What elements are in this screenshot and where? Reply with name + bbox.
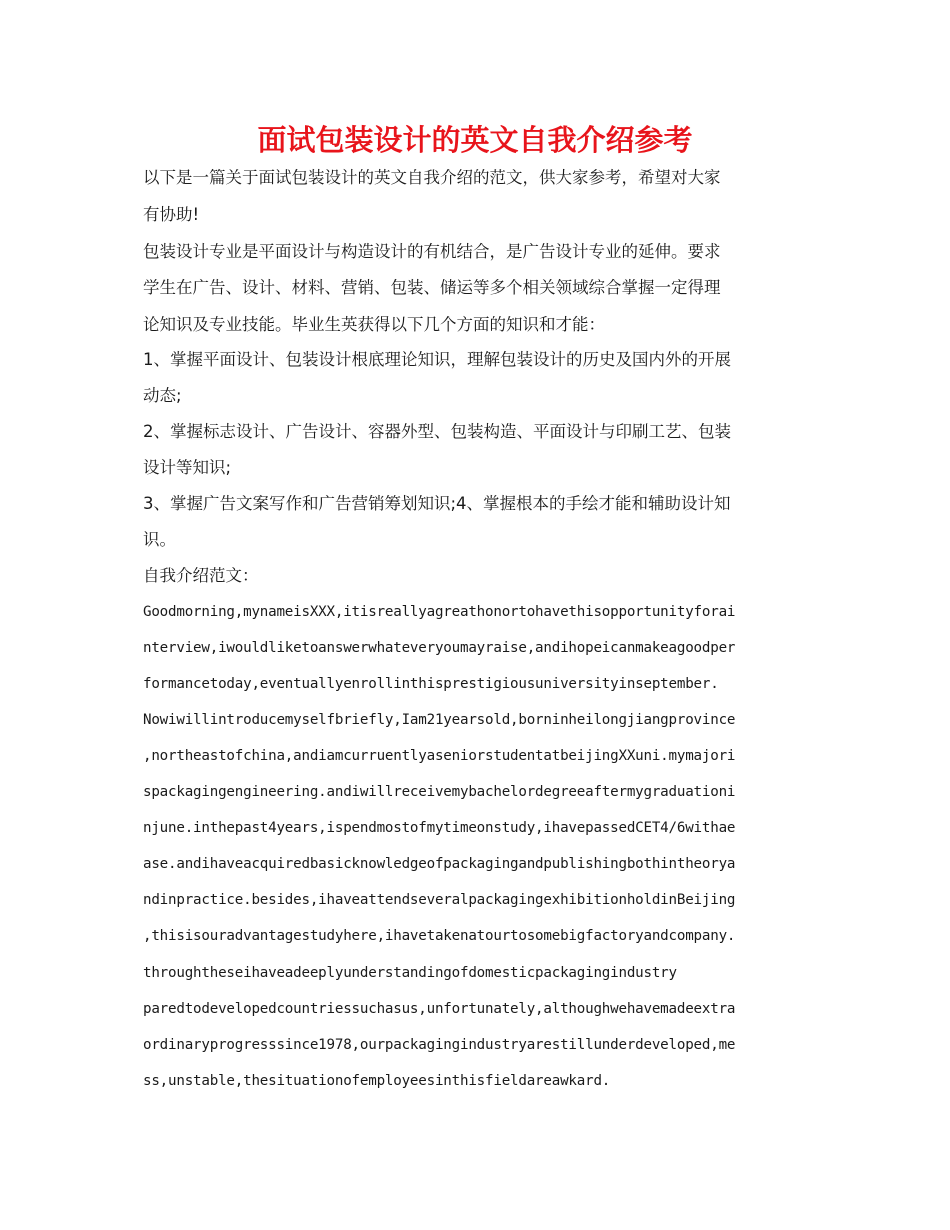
major-line: 包装设计专业是平面设计与构造设计的有机结合，是广告设计专业的延伸。要求 [143,242,721,261]
english-line: spackagingengineering.andiwillreceivemybachelordegreeaftermygraduationi [143,784,736,800]
intro-line: 有协助! [143,205,200,224]
english-line: ase.andihaveacquiredbasicknowledgeofpackagingandpublishingbothintheorya [143,856,736,872]
list-line: 3、掌握广告文案写作和广告营销筹划知识;4、掌握根本的手绘才能和辅助设计知 [143,494,731,513]
english-line: paredtodevelopedcountriessuchasus,unfortunately,althoughwehavemadeextra [143,1001,736,1017]
english-line: formancetoday,eventuallyenrollinthisprestigiousuniversityinseptember. [143,676,719,692]
english-line: throughtheseihaveadeeplyunderstandingofdomesticpackagingindustry [143,965,677,981]
english-line: ,thisisouradvantagestudyhere,ihavetakenatourtosomebigfactoryandcompany. [143,928,736,944]
list-line: 动态; [143,386,182,405]
intro-line: 以下是一篇关于面试包装设计的英文自我介绍的范文，供大家参考，希望对大家 [143,168,721,187]
english-line: ordinaryprogresssince1978,ourpackagingindustryarestillunderdeveloped,me [143,1037,736,1053]
english-line: ,northeastofchina,andiamcurruentlyaseniorstudentatbeijingXXuni.mymajori [143,748,736,764]
sample-heading: 自我介绍范文： [143,566,259,585]
document-title: 面试包装设计的英文自我介绍参考 [257,123,693,157]
english-line: njune.inthepast4years,ispendmostofmytimeonstudy,ihavepassedCET4/6withae [143,820,736,836]
list-line: 1、掌握平面设计、包装设计根底理论知识，理解包装设计的历史及国内外的开展 [143,350,731,369]
major-line: 学生在广告、设计、材料、营销、包装、储运等多个相关领域综合掌握一定得理 [143,278,721,297]
english-line: ndinpractice.besides,ihaveattendseveralpackagingexhibitionholdinBeijing [143,892,736,908]
english-line: nterview,iwouldliketoanswerwhateveryoumayraise,andihopeicanmakeagoodper [143,640,736,656]
major-line: 论知识及专业技能。毕业生英获得以下几个方面的知识和才能： [143,315,605,334]
list-line: 2、掌握标志设计、广告设计、容器外型、包装构造、平面设计与印刷工艺、包装 [143,422,731,441]
english-line: ss,unstable,thesituationofemployeesinthisfieldareawkard. [143,1073,611,1089]
list-line: 识。 [143,530,176,549]
english-line: Goodmorning,mynameisXXX,itisreallyagreathonortohavethisopportunityforai [143,604,736,620]
english-line: Nowiwillintroducemyselfbriefly,Iam21yearsold,borninheilongjiangprovince [143,712,736,728]
list-line: 设计等知识; [143,458,232,477]
